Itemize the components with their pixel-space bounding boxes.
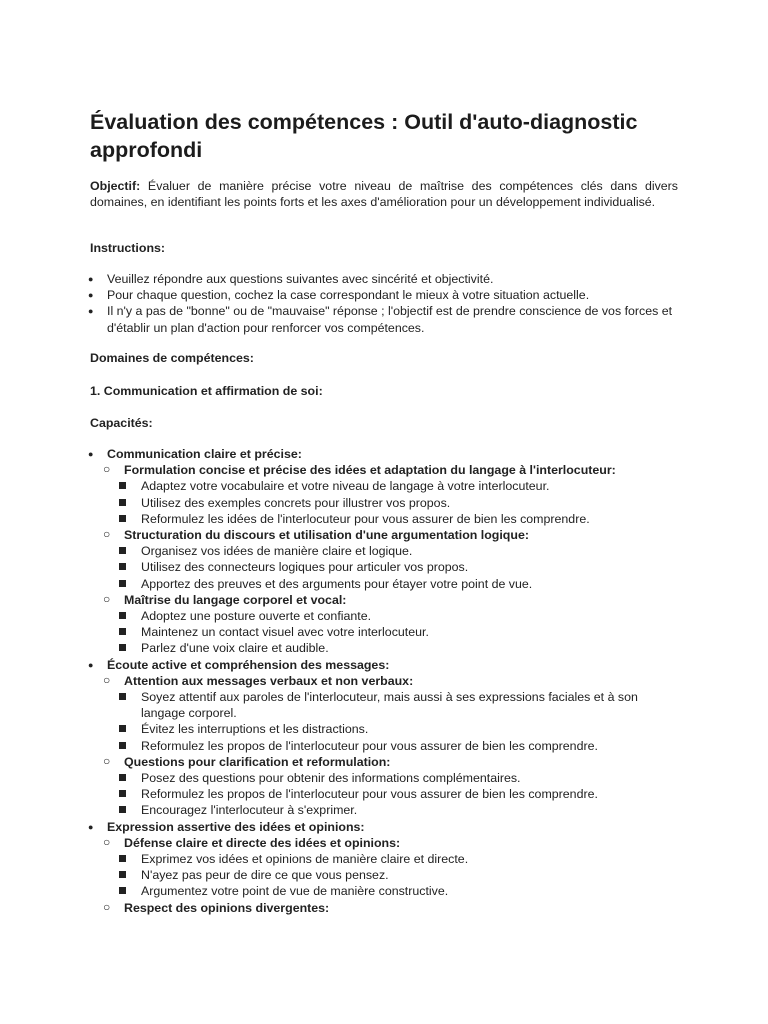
list-item <box>90 738 678 754</box>
list-item <box>90 721 678 737</box>
instruction-item: ● Pour chaque question, cochez la case correspondant le mieux à votre situation actuelle. <box>90 287 678 303</box>
square-bullet-icon <box>119 499 126 506</box>
list-item-text: Reformulez les idées de l'interlocuteur pour vous assurer de bien les comprendre. <box>141 511 590 526</box>
list-item-text: Encouragez l'interlocuteur à s'exprimer. <box>141 803 358 818</box>
list-item <box>90 608 678 624</box>
sub-capacity-item <box>90 673 678 689</box>
square-bullet-icon <box>119 644 126 651</box>
list-item-text: Reformulez les propos de l'interlocuteur pour vous assurer de bien les comprendre. <box>141 738 598 753</box>
list-item-text: N'ayez pas peur de dire ce que vous pensez. <box>141 868 389 883</box>
page-title: Évaluation des compétences : Outil d'auto-diagnostic approfondi <box>90 110 638 162</box>
capacity-item <box>90 657 678 673</box>
instructions-list <box>90 271 678 336</box>
square-bullet-icon <box>119 612 126 619</box>
list-item <box>90 851 678 867</box>
sub-capacity-label: Attention aux messages verbaux et non verbaux: <box>124 673 414 688</box>
capacities-heading: Capacités: <box>90 416 153 430</box>
list-item <box>90 495 678 511</box>
list-item <box>90 786 678 802</box>
square-bullet-icon <box>119 725 126 732</box>
list-item-text: Soyez attentif aux paroles de l'interlocuteur, mais aussi à ses expressions faciales et à son langage corporel. <box>141 690 638 721</box>
objective-text: Évaluer de manière précise votre niveau de maîtrise des compétences clés dans divers domaines, en identifiant les points forts et les axes d'amélioration pour un développement individualisé. <box>90 179 678 210</box>
circle-bullet-icon: ○ <box>103 753 111 768</box>
sub-capacity-item <box>90 835 678 851</box>
section-heading: 1. Communication et affirmation de soi: <box>90 384 323 398</box>
instructions-heading: Instructions: <box>90 241 166 255</box>
square-bullet-icon <box>119 806 126 813</box>
square-bullet-icon <box>119 693 126 700</box>
circle-bullet-icon: ○ <box>103 672 111 687</box>
objective-paragraph <box>90 178 678 210</box>
list-item-text: Exprimez vos idées et opinions de manière claire et directe. <box>141 852 469 867</box>
instruction-item: ● Veuillez répondre aux questions suivantes avec sincérité et objectivité. <box>90 271 678 287</box>
circle-bullet-icon: ○ <box>103 899 111 914</box>
circle-bullet-icon: ○ <box>103 834 111 849</box>
capacity-label: Communication claire et précise: <box>107 447 302 461</box>
list-item-text: Posez des questions pour obtenir des informations complémentaires. <box>141 771 521 786</box>
circle-bullet-icon: ○ <box>103 591 111 606</box>
square-bullet-icon <box>119 742 126 749</box>
sub-capacity-label: Respect des opinions divergentes: <box>124 900 330 915</box>
sub-capacity-label: Défense claire et directe des idées et opinions: <box>124 835 401 850</box>
bullet-icon: ● <box>88 821 94 832</box>
objective-label: Objectif: <box>90 179 141 193</box>
capacities-list <box>90 446 678 916</box>
capacity-label: Expression assertive des idées et opinions: <box>107 819 365 834</box>
sub-capacity-item <box>90 592 678 608</box>
square-bullet-icon <box>119 563 126 570</box>
square-bullet-icon <box>119 871 126 878</box>
bullet-icon: ● <box>88 659 94 670</box>
square-bullet-icon <box>119 855 126 862</box>
square-bullet-icon <box>119 790 126 797</box>
list-item-text: Organisez vos idées de manière claire et logique. <box>141 544 413 559</box>
list-item-text: Évitez les interruptions et les distractions. <box>141 722 369 737</box>
list-item-text: Parlez d'une voix claire et audible. <box>141 641 329 656</box>
circle-bullet-icon: ○ <box>103 527 111 542</box>
square-bullet-icon <box>119 515 126 522</box>
list-item <box>90 511 678 527</box>
list-item-text: Reformulez les propos de l'interlocuteur pour vous assurer de bien les comprendre. <box>141 787 598 802</box>
sub-capacity-label: Maîtrise du langage corporel et vocal: <box>124 592 347 607</box>
sub-capacity-label: Formulation concise et précise des idées et adaptation du langage à l'interlocuteur: <box>124 463 616 478</box>
sub-capacity-item <box>90 754 678 770</box>
capacity-item <box>90 446 678 462</box>
square-bullet-icon <box>119 887 126 894</box>
sub-capacity-item <box>90 527 678 543</box>
square-bullet-icon <box>119 774 126 781</box>
list-item <box>90 478 678 494</box>
list-item-text: Utilisez des connecteurs logiques pour articuler vos propos. <box>141 560 469 575</box>
bullet-icon: ● <box>88 449 94 459</box>
sub-capacity-item <box>90 462 678 478</box>
list-item <box>90 576 678 592</box>
sub-capacity-label: Questions pour clarification et reformulation: <box>124 754 391 769</box>
sub-capacity-label: Structuration du discours et utilisation d'une argumentation logique: <box>124 528 529 543</box>
capacity-item <box>90 819 678 835</box>
list-item <box>90 770 678 786</box>
list-item <box>90 624 678 640</box>
instruction-item: ● Il n'y a pas de "bonne" ou de "mauvaise" réponse ; l'objectif est de prendre conscience de vos forces et d'établir un plan d'action pour renforcer vos compétences. <box>90 303 678 335</box>
square-bullet-icon <box>119 547 126 554</box>
square-bullet-icon <box>119 482 126 489</box>
list-item-text: Maintenez un contact visuel avec votre interlocuteur. <box>141 625 429 640</box>
circle-bullet-icon: ○ <box>103 462 111 477</box>
square-bullet-icon <box>119 628 126 635</box>
domains-heading: Domaines de compétences: <box>90 351 254 365</box>
list-item <box>90 543 678 559</box>
list-item <box>90 883 678 899</box>
list-item <box>90 867 678 883</box>
list-item <box>90 640 678 656</box>
list-item-text: Adaptez votre vocabulaire et votre niveau de langage à votre interlocuteur. <box>141 479 550 494</box>
sub-capacity-item <box>90 900 678 916</box>
list-item-text: Adoptez une posture ouverte et confiante. <box>141 609 372 624</box>
list-item <box>90 559 678 575</box>
list-item-text: Argumentez votre point de vue de manière constructive. <box>141 884 449 899</box>
list-item <box>90 802 678 818</box>
capacity-label: Écoute active et compréhension des messages: <box>107 657 390 672</box>
square-bullet-icon <box>119 580 126 587</box>
list-item <box>90 689 678 721</box>
list-item-text: Utilisez des exemples concrets pour illustrer vos propos. <box>141 495 451 510</box>
list-item-text: Apportez des preuves et des arguments pour étayer votre point de vue. <box>141 576 533 591</box>
